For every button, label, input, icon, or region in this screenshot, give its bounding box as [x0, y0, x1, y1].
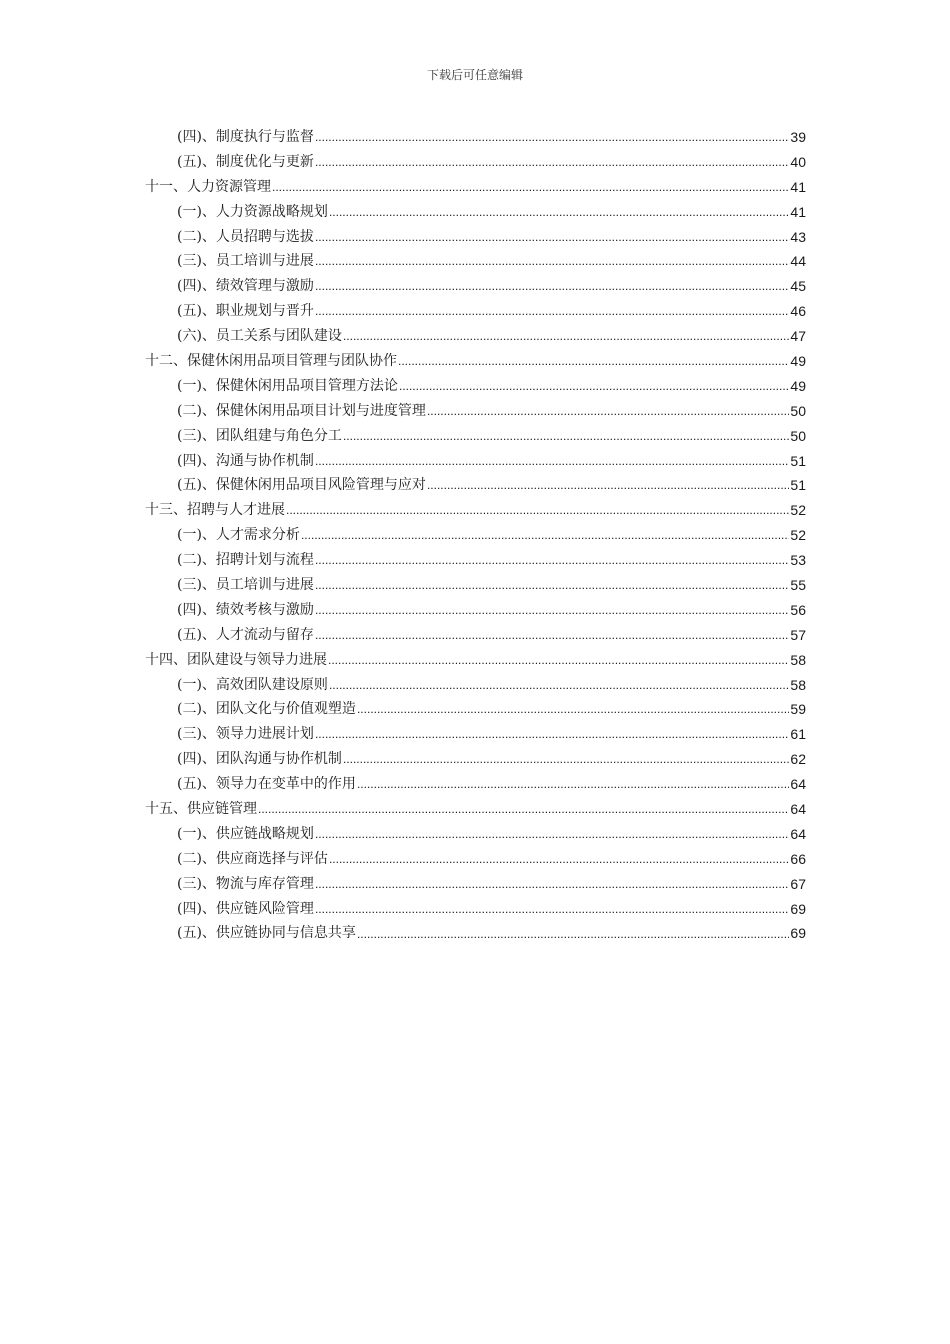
- toc-dot-leader: [315, 573, 789, 598]
- toc-page-number: 51: [790, 477, 806, 494]
- toc-entry-label: (三)、员工培训与进展: [177, 249, 314, 274]
- toc-entry-label: (四)、制度执行与监督: [177, 125, 314, 150]
- toc-page-number: 64: [790, 801, 806, 818]
- toc-entry-label: (六)、员工关系与团队建设: [177, 324, 342, 349]
- toc-entry-label: 十一、人力资源管理: [145, 175, 271, 200]
- toc-page-number: 58: [790, 651, 806, 668]
- toc-page-number: 43: [790, 228, 806, 245]
- toc-page-number: 64: [790, 825, 806, 842]
- toc-entry-label: 十三、招聘与人才进展: [145, 498, 285, 523]
- toc-section-entry[interactable]: [145, 847, 806, 872]
- toc-dot-leader: [398, 349, 789, 374]
- toc-dot-leader: [315, 274, 789, 299]
- toc-chapter-entry[interactable]: [145, 175, 806, 200]
- toc-dot-leader: [343, 424, 789, 449]
- toc-page-number: 58: [790, 676, 806, 693]
- toc-page-number: 50: [790, 427, 806, 444]
- toc-section-entry[interactable]: [145, 673, 806, 698]
- toc-entry-label: (三)、领导力进展计划: [177, 722, 314, 747]
- toc-entry-label: (五)、领导力在变革中的作用: [177, 772, 356, 797]
- toc-page-number: 45: [790, 278, 806, 295]
- toc-entry-label: 十二、保健休闲用品项目管理与团队协作: [145, 349, 397, 374]
- toc-dot-leader: [399, 374, 789, 399]
- toc-chapter-entry[interactable]: [145, 797, 806, 822]
- toc-section-entry[interactable]: [145, 697, 806, 722]
- toc-entry-label: (五)、供应链协同与信息共享: [177, 921, 356, 946]
- toc-chapter-entry[interactable]: [145, 648, 806, 673]
- toc-entry-label: (三)、团队组建与角色分工: [177, 424, 342, 449]
- toc-dot-leader: [343, 324, 789, 349]
- toc-section-entry[interactable]: [145, 449, 806, 474]
- toc-dot-leader: [315, 822, 789, 847]
- toc-entry-label: (四)、供应链风险管理: [177, 897, 314, 922]
- toc-dot-leader: [315, 722, 789, 747]
- toc-page-number: 41: [790, 203, 806, 220]
- toc-entry-label: (二)、供应商选择与评估: [177, 847, 328, 872]
- toc-section-entry[interactable]: [145, 822, 806, 847]
- toc-entry-label: (一)、保健休闲用品项目管理方法论: [177, 374, 398, 399]
- toc-page-number: 69: [790, 925, 806, 942]
- toc-entry-label: (一)、人才需求分析: [177, 523, 300, 548]
- toc-chapter-entry[interactable]: [145, 498, 806, 523]
- toc-page-number: 39: [790, 128, 806, 145]
- toc-section-entry[interactable]: [145, 150, 806, 175]
- toc-dot-leader: [315, 225, 789, 250]
- toc-entry-label: (五)、人才流动与留存: [177, 623, 314, 648]
- toc-entry-label: (五)、职业规划与晋升: [177, 299, 314, 324]
- toc-dot-leader: [315, 249, 789, 274]
- toc-page-number: 61: [790, 726, 806, 743]
- toc-page-number: 66: [790, 850, 806, 867]
- toc-dot-leader: [315, 897, 789, 922]
- toc-section-entry[interactable]: [145, 573, 806, 598]
- toc-dot-leader: [315, 449, 789, 474]
- toc-dot-leader: [315, 299, 789, 324]
- toc-dot-leader: [357, 922, 789, 947]
- toc-page-number: 52: [790, 502, 806, 519]
- toc-dot-leader: [357, 697, 789, 722]
- toc-section-entry[interactable]: [145, 897, 806, 922]
- toc-section-entry[interactable]: [145, 872, 806, 897]
- toc-section-entry[interactable]: [145, 747, 806, 772]
- toc-section-entry[interactable]: [145, 374, 806, 399]
- toc-entry-label: (五)、保健休闲用品项目风险管理与应对: [177, 473, 426, 498]
- toc-section-entry[interactable]: [145, 598, 806, 623]
- toc-dot-leader: [301, 523, 789, 548]
- toc-entry-label: (四)、沟通与协作机制: [177, 449, 314, 474]
- toc-section-entry[interactable]: [145, 424, 806, 449]
- toc-entry-label: (一)、人力资源战略规划: [177, 200, 328, 225]
- toc-entry-label: 十五、供应链管理: [145, 797, 257, 822]
- toc-page-number: 56: [790, 601, 806, 618]
- toc-page-number: 67: [790, 875, 806, 892]
- toc-entry-label: (五)、制度优化与更新: [177, 150, 314, 175]
- table-of-contents: [145, 125, 806, 946]
- toc-section-entry[interactable]: [145, 722, 806, 747]
- toc-entry-label: (二)、招聘计划与流程: [177, 548, 314, 573]
- toc-page-number: 59: [790, 701, 806, 718]
- toc-dot-leader: [329, 200, 789, 225]
- toc-dot-leader: [315, 125, 789, 150]
- toc-dot-leader: [286, 498, 789, 523]
- toc-entry-label: (二)、保健休闲用品项目计划与进度管理: [177, 399, 426, 424]
- toc-entry-label: (四)、绩效考核与激励: [177, 598, 314, 623]
- toc-page-number: 40: [790, 153, 806, 170]
- toc-entry-label: (三)、员工培训与进展: [177, 573, 314, 598]
- toc-dot-leader: [315, 872, 789, 897]
- toc-page-number: 51: [790, 452, 806, 469]
- toc-dot-leader: [315, 548, 789, 573]
- toc-entry-label: (二)、团队文化与价值观塑造: [177, 697, 356, 722]
- toc-dot-leader: [272, 175, 789, 200]
- toc-section-entry[interactable]: [145, 548, 806, 573]
- toc-dot-leader: [315, 598, 789, 623]
- toc-dot-leader: [357, 772, 789, 797]
- toc-dot-leader: [343, 747, 789, 772]
- toc-section-entry[interactable]: [145, 772, 806, 797]
- toc-dot-leader: [329, 673, 789, 698]
- toc-section-entry[interactable]: [145, 274, 806, 299]
- toc-entry-label: 十四、团队建设与领导力进展: [145, 648, 327, 673]
- toc-section-entry[interactable]: [145, 623, 806, 648]
- toc-dot-leader: [315, 623, 789, 648]
- page-header: 下载后可任意编辑: [426, 68, 523, 82]
- toc-entry-label: (一)、高效团队建设原则: [177, 673, 328, 698]
- toc-page-number: 49: [790, 377, 806, 394]
- toc-section-entry[interactable]: [145, 922, 806, 947]
- toc-section-entry[interactable]: [145, 125, 806, 150]
- toc-entry-label: (四)、团队沟通与协作机制: [177, 747, 342, 772]
- toc-page-number: 55: [790, 577, 806, 594]
- toc-section-entry[interactable]: [145, 473, 806, 498]
- toc-page-number: 69: [790, 900, 806, 917]
- toc-dot-leader: [329, 847, 789, 872]
- toc-entry-label: (三)、物流与库存管理: [177, 872, 314, 897]
- toc-chapter-entry[interactable]: [145, 349, 806, 374]
- toc-page-number: 52: [790, 527, 806, 544]
- toc-entry-label: (二)、人员招聘与选拔: [177, 225, 314, 250]
- toc-section-entry[interactable]: [145, 523, 806, 548]
- toc-page-number: 44: [790, 253, 806, 270]
- toc-page-number: 47: [790, 328, 806, 345]
- toc-page-number: 41: [790, 178, 806, 195]
- toc-page-number: 50: [790, 402, 806, 419]
- toc-page-number: 46: [790, 303, 806, 320]
- toc-dot-leader: [315, 150, 789, 175]
- toc-section-entry[interactable]: [145, 249, 806, 274]
- toc-page-number: 57: [790, 626, 806, 643]
- toc-page-number: 49: [790, 353, 806, 369]
- toc-entry-label: (一)、供应链战略规划: [177, 822, 314, 847]
- toc-section-entry[interactable]: [145, 200, 806, 225]
- toc-page-number: 62: [790, 751, 806, 768]
- toc-dot-leader: [258, 797, 789, 822]
- toc-section-entry[interactable]: [145, 299, 806, 324]
- toc-page-number: 53: [790, 552, 806, 569]
- toc-section-entry[interactable]: [145, 399, 806, 424]
- toc-entry-label: (四)、绩效管理与激励: [177, 274, 314, 299]
- toc-dot-leader: [427, 399, 789, 424]
- toc-page-number: 64: [790, 776, 806, 793]
- toc-dot-leader: [427, 473, 789, 498]
- toc-section-entry[interactable]: [145, 324, 806, 349]
- toc-dot-leader: [328, 648, 789, 673]
- toc-section-entry[interactable]: [145, 225, 806, 250]
